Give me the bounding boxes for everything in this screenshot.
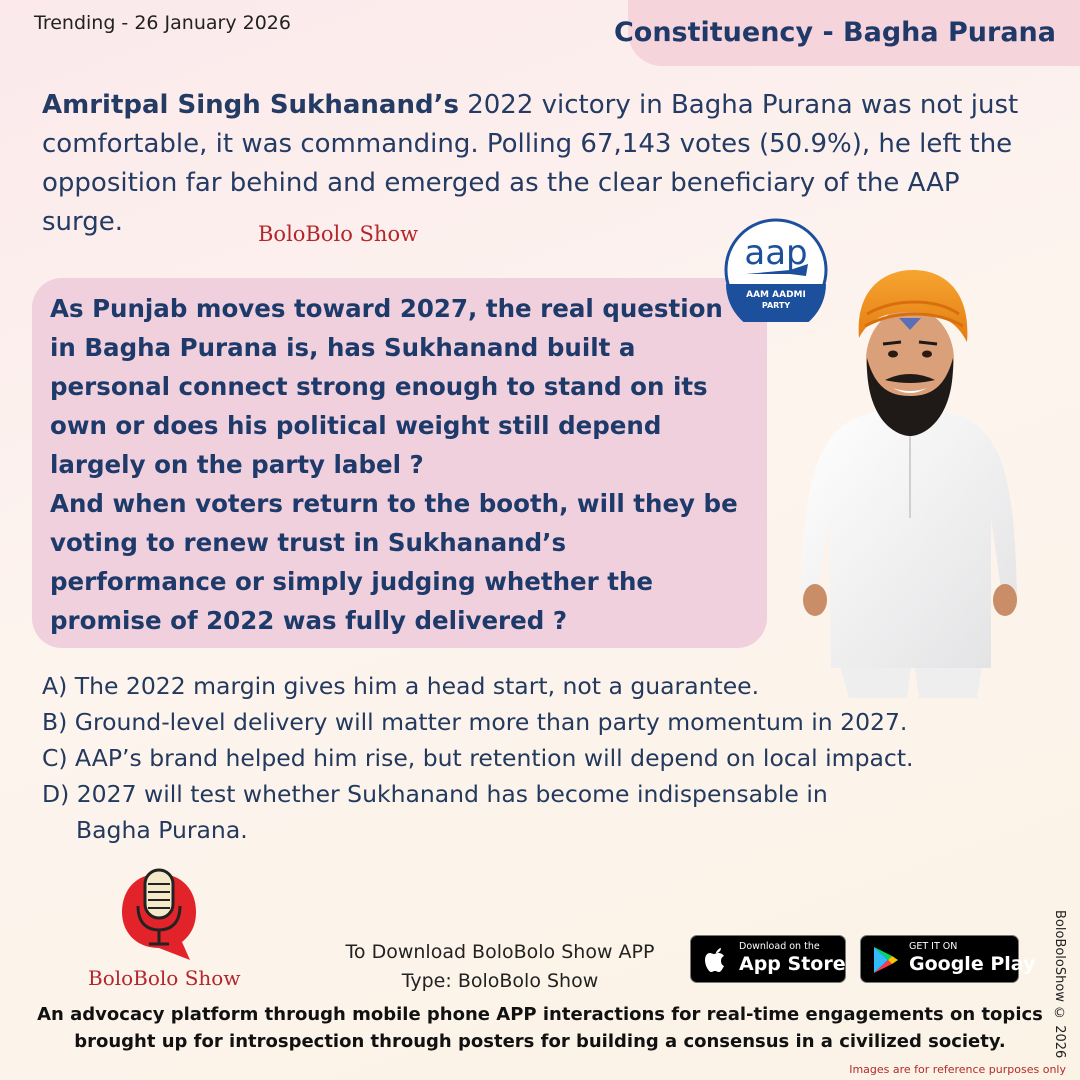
tagline-line-2: brought up for introspection through posters for building a consensus in a civilized society. [74, 1031, 1006, 1052]
google-play-label: Google Play [909, 953, 1036, 975]
footer-brand: BoloBolo Show [88, 966, 241, 990]
answer-options [42, 668, 1042, 848]
brand-watermark: BoloBolo Show [258, 222, 419, 246]
constituency-title: Constituency - Bagha Purana [613, 17, 1056, 48]
google-play-small-text: GET IT ON [909, 941, 958, 952]
download-instructions [320, 938, 680, 996]
candidate-name: Amritpal Singh Sukhanand’s [42, 90, 459, 120]
option-d: D) 2027 will test whether Sukhanand has become indispensable in [42, 780, 828, 808]
download-line-1: To Download BoloBolo Show APP [345, 941, 655, 963]
apple-icon [701, 945, 731, 975]
intro-text: 2022 victory in Bagha Purana was not just comfortable, it was commanding. Polling 67,143 votes (50.9%), he left the opposition far behind and emerged as the clear beneficiary of the AAP surge. [42, 90, 1019, 237]
app-store-small-text: Download on the [739, 941, 820, 952]
app-store-button[interactable] [690, 935, 846, 983]
download-line-2: Type: BoloBolo Show [401, 970, 599, 992]
copyright: BoloBoloShow © 2026 [1052, 910, 1067, 1059]
google-play-icon [871, 945, 899, 975]
app-store-label: App Store [739, 953, 846, 975]
option-c: C) AAP’s brand helped him rise, but retention will depend on local impact. [42, 744, 914, 772]
option-b: B) Ground-level delivery will matter more than party momentum in 2027. [42, 708, 908, 736]
aap-line-2: PARTY [761, 301, 791, 310]
intro-paragraph [42, 86, 1042, 242]
trending-date: Trending - 26 January 2026 [34, 12, 291, 34]
question-text [50, 289, 750, 640]
tagline [30, 1001, 1050, 1055]
tagline-line-1: An advocacy platform through mobile phone APP interactions for real-time engagements on topics [37, 1004, 1043, 1025]
question-paragraph-1: As Punjab moves toward 2027, the real question in Bagha Purana is, has Sukhanand built a personal connect strong enough to stand on its own or does his political weight still depend largely on the party label ? [50, 294, 723, 479]
politician-image [795, 268, 1025, 698]
aap-line-1: AAM AADMI [746, 290, 806, 300]
disclaimer: Images are for reference purposes only [849, 1063, 1066, 1076]
option-d-continued: Bagha Purana. [76, 816, 248, 844]
constituency-banner [613, 0, 1080, 66]
aap-letters: aap [744, 233, 808, 273]
microphone-icon [116, 866, 202, 962]
question-paragraph-2: And when voters return to the booth, will they be voting to renew trust in Sukhanand’s performance or simply judging whether the promise of 2022 was fully delivered ? [50, 489, 738, 635]
option-a: A) The 2022 margin gives him a head start, not a guarantee. [42, 672, 760, 700]
google-play-button[interactable] [860, 935, 1036, 983]
